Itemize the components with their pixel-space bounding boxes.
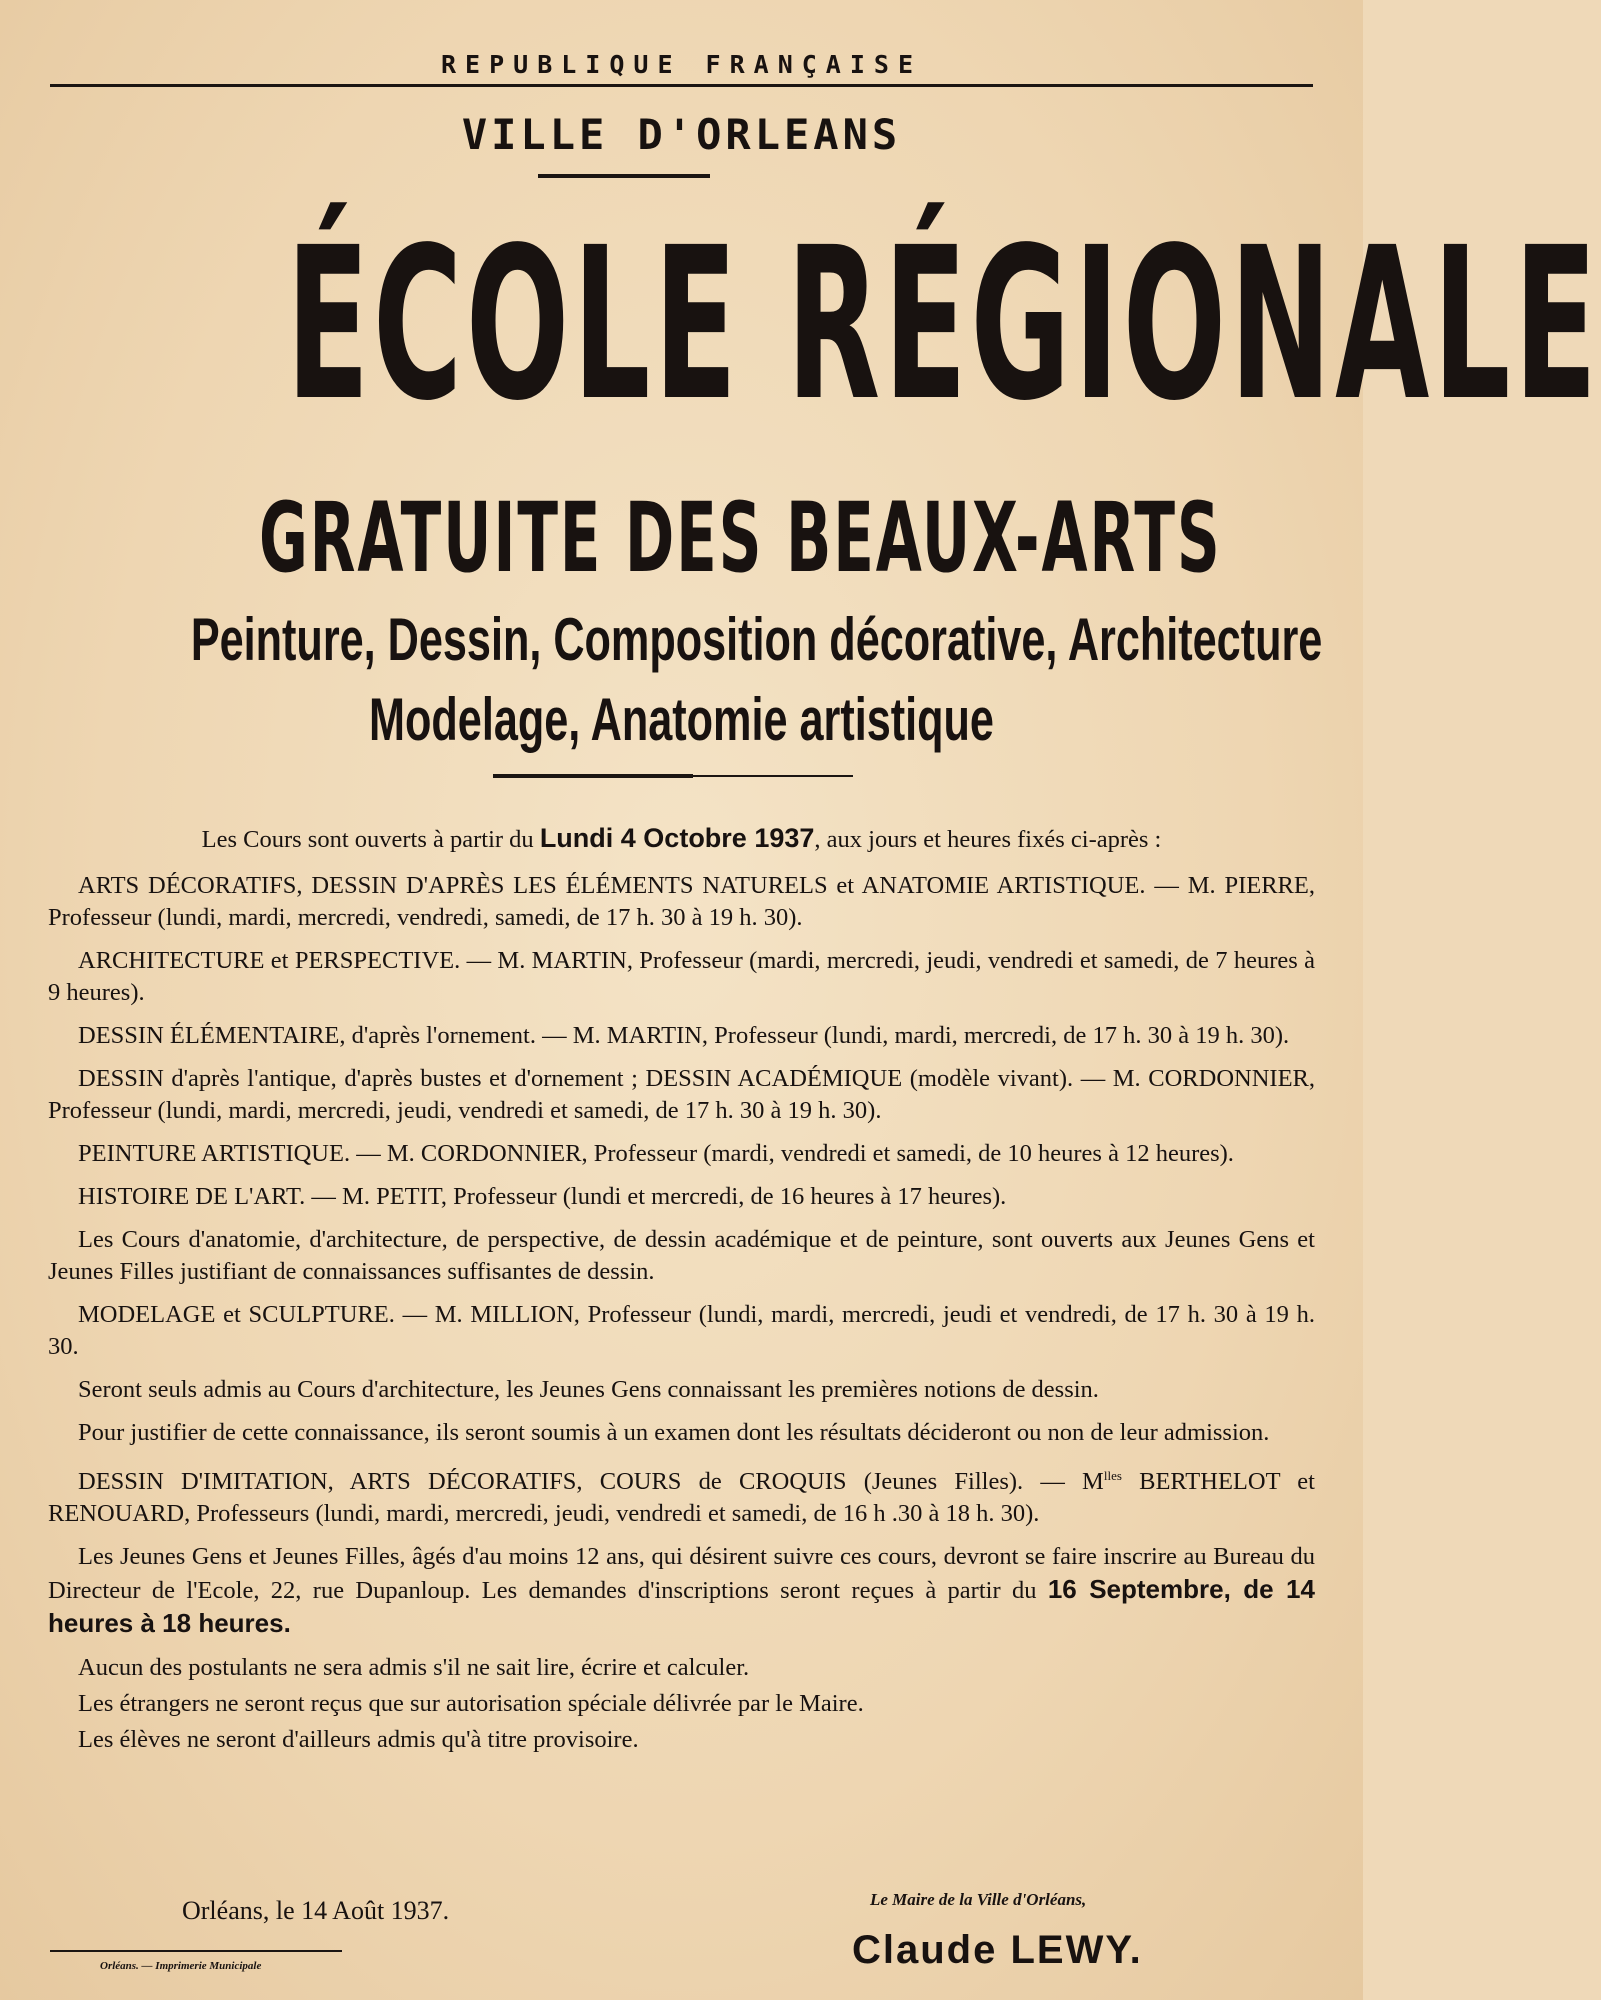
rule-paragraph: Aucun des postulants ne sera admis s'il ne sait lire, écrire et calculer. [78,1654,750,1682]
intro-before: Les Cours sont ouverts à partir du [201,826,540,853]
maire-name: Claude LEWY. [852,1928,1143,1972]
intro-date: Lundi 4 Octobre 1937 [539,823,815,853]
poster-body [48,822,1315,1760]
poster-title: ÉCOLE RÉGIONALE [286,202,1601,447]
intro-after: , aux jours et heures fixés ci-après : [814,826,1162,853]
berthelot-before: DESSIN D'IMITATION, ARTS DÉCORATIFS, COURS de CROQUIS (Jeunes Filles). — M [78,1468,1104,1496]
berthelot-paragraph [48,1460,1315,1530]
course-paragraph: Pour justifier de cette connaissance, ils seront soumis à un examen dont les résultats décideront ou non de leur admission. [78,1419,1270,1446]
rule-paragraph: Les étrangers ne seront reçus que sur autorisation spéciale délivrée par le Maire. [78,1690,864,1718]
imprimerie-credit: Orléans. — Imprimerie Municipale [100,1960,262,1972]
intro-paragraph [48,822,1315,856]
course-paragraph: PEINTURE ARTISTIQUE. — M. CORDONNIER, Professeur (mardi, vendredi et samedi, de 10 heures à 12 heures). [78,1140,1234,1167]
signature-date: Orléans, le 14 Août 1937. [182,1896,450,1925]
ornament-rule-top [538,174,710,178]
course-paragraph: DESSIN d'après l'antique, d'après bustes et d'ornement ; DESSIN ACADÉMIQUE (modèle vivant). — M. CORDONNIER, Professeur (lundi, mardi, mercredi, jeudi, vendredi et samedi, de 17 h. 30 à 19 h. 30). [48,1065,1315,1124]
inscription-before: Les Jeunes Gens et Jeunes Filles, âgés d'au moins 12 ans, qui désirent suivre ces cours, devront se faire inscrire au Bureau du Directeur de l'Ecole, 22, rue Dupanloup. Les demandes d'inscriptions seront reçues à partir du [48,1543,1315,1605]
ornament-rule-middle [493,774,693,778]
berthelot-after: BERTHELOT et RENOUARD, Professeurs (lundi, mardi, mercredi, jeudi, vendredi et samedi, de 16 h .30 à 18 h. 30). [48,1468,1315,1528]
maire-title: Le Maire de la Ville d'Orléans, [870,1890,1087,1909]
republique-header: REPUBLIQUE FRANÇAISE [440,50,923,79]
ornament-rule-middle-tail [693,775,853,777]
course-paragraph: MODELAGE et SCULPTURE. — M. MILLION, Professeur (lundi, mardi, mercredi, jeudi et vendredi, de 17 h. 30 à 19 h. 30. [48,1301,1315,1360]
course-paragraph: DESSIN ÉLÉMENTAIRE, d'après l'ornement. — M. MARTIN, Professeur (lundi, mardi, mercredi, de 17 h. 30 à 19 h. 30). [78,1022,1290,1049]
inscription-paragraph [48,1541,1315,1641]
ville-heading: VILLE D'ORLEANS [461,110,902,159]
header-rule [50,84,1313,87]
rule-paragraph: Les élèves ne seront d'ailleurs admis qu'à titre provisoire. [78,1726,639,1754]
course-paragraph: Les Cours d'anatomie, d'architecture, de perspective, de dessin académique et de peinture, sont ouverts aux Jeunes Gens et Jeunes Filles justifiant de connaissances suffisantes de dessin. [48,1226,1315,1285]
poster-subtitle: GRATUITE DES BEAUX-ARTS [258,482,1222,594]
inscription-date: 16 Septembre, de 14 heures à 18 heures. [48,1574,1315,1639]
course-paragraph: ARTS DÉCORATIFS, DESSIN D'APRÈS LES ÉLÉMENTS NATURELS et ANATOMIE ARTISTIQUE. — M. PIERRE, Professeur (lundi, mardi, mercredi, vendredi, samedi, de 17 h. 30 à 19 h. 30). [48,872,1315,931]
disciplines-line-1: Peinture, Dessin, Composition décorative, Architecture [190,606,1323,673]
disciplines-line-2: Modelage, Anatomie artistique [369,686,994,753]
course-paragraph: HISTOIRE DE L'ART. — M. PETIT, Professeur (lundi et mercredi, de 16 heures à 17 heures). [78,1183,1007,1210]
course-paragraph: Seront seuls admis au Cours d'architecture, les Jeunes Gens connaissant les premières notions de dessin. [78,1376,1099,1403]
course-paragraph: ARCHITECTURE et PERSPECTIVE. — M. MARTIN, Professeur (mardi, mercredi, jeudi, vendredi et samedi, de 7 heures à 9 heures). [48,947,1315,1006]
imprimerie-rule [50,1950,342,1952]
berthelot-sup: lles [1103,1468,1122,1483]
